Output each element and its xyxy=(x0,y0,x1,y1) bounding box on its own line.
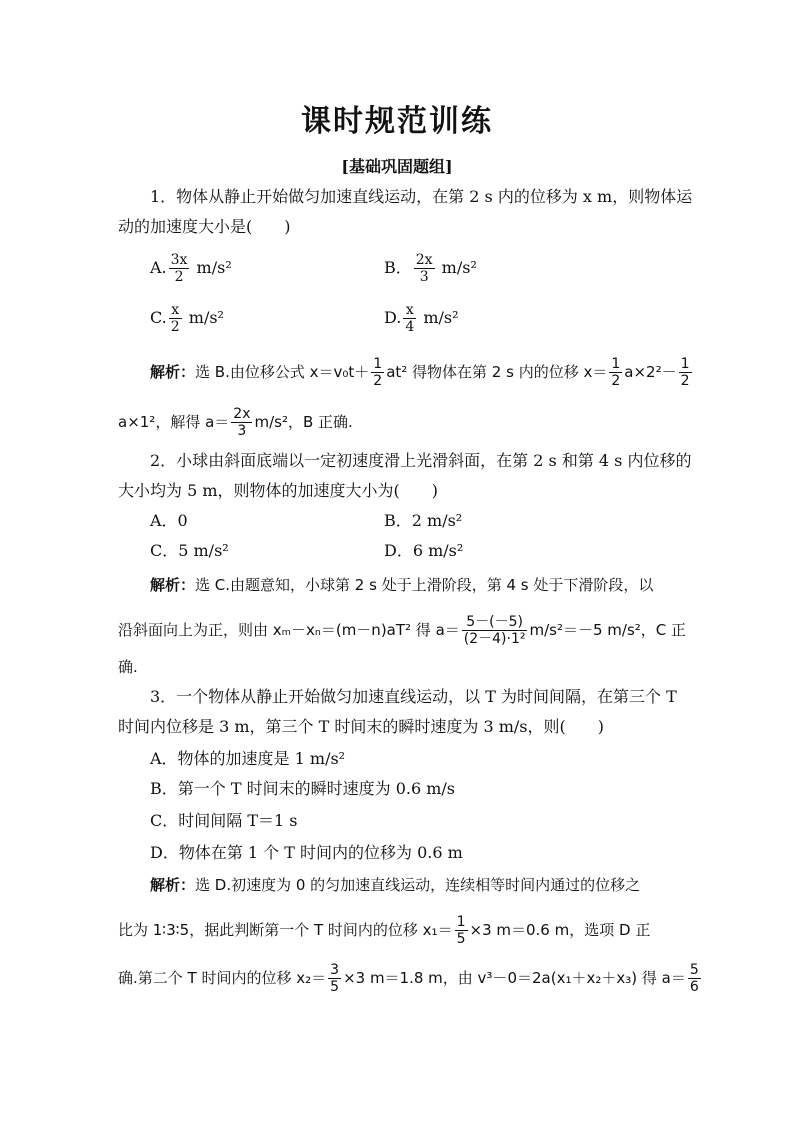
q2-option-c: C．5 m/s² xyxy=(150,541,229,560)
q3-stem-line-2: 时间内位移是 3 m，第三个 T 时间末的瞬时速度为 3 m/s，则( ) xyxy=(118,717,604,736)
q2-solution-line-2: 沿斜面向上为正，则由 xₘ－xₙ＝(m－n)aT² 得 a＝ $\frac{5-(-5)}{\text{(2－4)·1²}}$ m/s²＝－5 m/s²，C 正 xyxy=(118,614,687,647)
q2-option-b: B．2 m/s² xyxy=(384,511,463,530)
q1-option-a: A. $\frac{3x}{2}$ m/s² xyxy=(150,252,232,285)
section-heading: [基础巩固题组] xyxy=(341,157,453,176)
solution-label: 解析： xyxy=(150,876,196,894)
solution-label: 解析： xyxy=(150,363,196,381)
q1-option-d: D. $\frac{x}{4}$ m/s² xyxy=(384,302,459,335)
q1-option-b: B． $\frac{2x}{3}$ m/s² xyxy=(384,252,477,285)
q2-stem-line-2: 大小均为 5 m，则物体的加速度大小为( ) xyxy=(118,481,439,500)
q1-option-c: C. $\frac{x}{2}$ m/s² xyxy=(150,302,224,335)
q3-solution-line-1: 解析：选 D.初速度为 0 的匀加速直线运动，连续相等时间内通过的位移之 xyxy=(150,876,641,894)
q3-solution-line-2: 比为 1∶3∶5，据此判断第一个 T 时间内的位移 x₁＝ $\frac{1}{5}$ ×3 m＝0.6 m，选项 D 正 xyxy=(118,914,651,947)
q1-stem-line-2: 动的加速度大小是( ) xyxy=(118,217,291,236)
q3-option-a: A．物体的加速度是 1 m/s² xyxy=(150,749,346,768)
solution-label: 解析： xyxy=(150,576,196,594)
q2-option-a: A．0 xyxy=(150,511,188,530)
page-title: 课时规范训练 xyxy=(301,104,493,139)
q1-solution-line-1: 解析：选 B.由位移公式 x＝v₀t＋ $\frac{1}{2}$ at² 得物体在第 2 s 内的位移 x＝ $\frac{1}{2}$ a×2²－ $\frac{1}{2}$ xyxy=(150,356,690,389)
q3-option-c: C．时间间隔 T＝1 s xyxy=(150,811,298,830)
q3-solution-line-3: 确.第二个 T 时间内的位移 x₂＝ $\frac{3}{5}$ ×3 m＝1.8 m，由 v³－0＝2a(x₁＋x₂＋x₃) 得 a＝ $\frac{5}{6}$ xyxy=(118,962,699,995)
q3-option-d: D．物体在第 1 个 T 时间内的位移为 0.6 m xyxy=(150,843,463,862)
q1-stem-line-1: 1．物体从静止开始做匀加速直线运动，在第 2 s 内的位移为 x m，则物体运 xyxy=(150,187,693,206)
q3-stem-line-1: 3．一个物体从静止开始做匀加速直线运动，以 T 为时间间隔，在第三个 T xyxy=(150,687,677,706)
q2-solution-line-3: 确. xyxy=(118,658,138,676)
q3-option-b: B．第一个 T 时间末的瞬时速度为 0.6 m/s xyxy=(150,779,455,798)
q2-option-d: D．6 m/s² xyxy=(384,541,464,560)
q1-solution-line-2: a×1²，解得 a＝ $\frac{2x}{3}$ m/s²，B 正确. xyxy=(118,406,353,439)
q2-stem-line-1: 2．小球由斜面底端以一定初速度滑上光滑斜面，在第 2 s 和第 4 s 内位移的 xyxy=(150,451,692,470)
q2-solution-line-1: 解析：选 C.由题意知，小球第 2 s 处于上滑阶段，第 4 s 处于下滑阶段，以 xyxy=(150,576,654,594)
